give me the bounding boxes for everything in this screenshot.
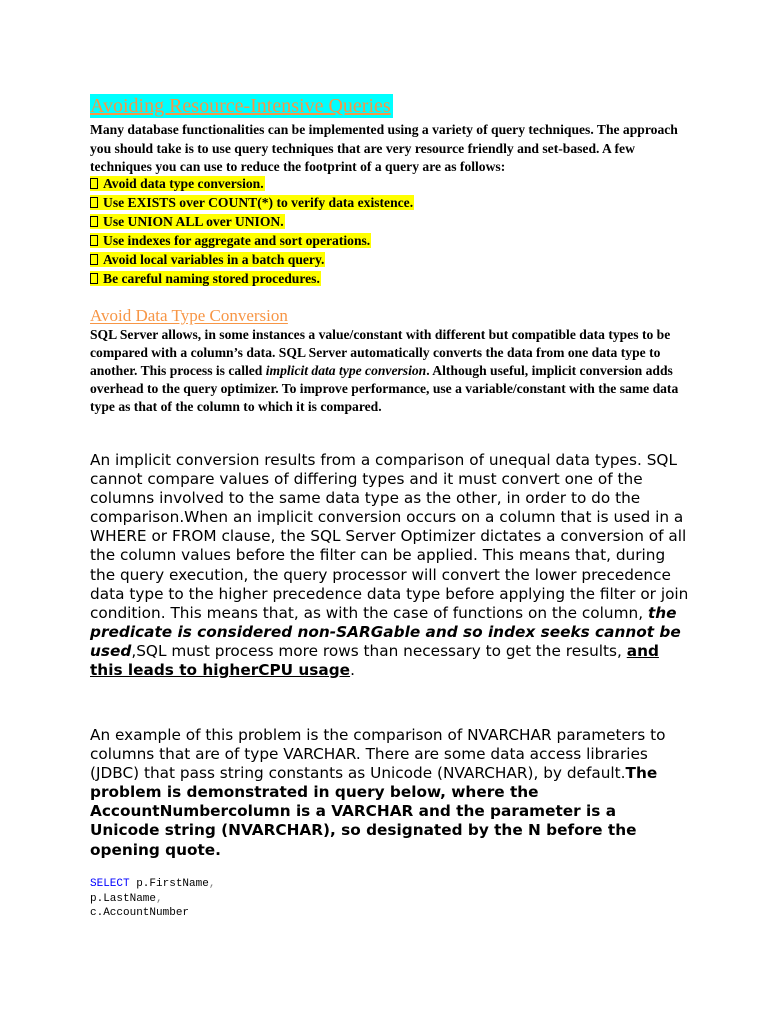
list-item-label: Avoid data type conversion. [103,176,264,191]
checkbox-glyph-icon [90,273,98,284]
body-text: An example of this problem is the comparison of NVARCHAR parameters to columns that are of type VARCHAR. There are some data access libraries (JDBC) that pass string constants as Unicode (NVARCHAR), by default. [90,726,666,783]
code-text: p.FirstName [129,878,209,890]
list-item-label: Use UNION ALL over UNION. [103,214,284,229]
code-punct: , [208,878,216,890]
section-text: SQL Server allows, in some instances a value/constant with different but compatible data types to be compared with a column’s data. SQL Server automatically converts the data from one data type to another. This process is called [90,327,671,379]
body-paragraph-2 [90,726,690,860]
technique-list [90,175,690,289]
section-italic-term: implicit data type conversion [265,363,427,379]
list-item-label: Avoid local variables in a batch query. [103,252,325,267]
checkbox-glyph-icon [90,254,98,265]
list-item-label: Be careful naming stored procedures. [103,271,320,286]
list-item-label: Use indexes for aggregate and sort operations. [103,233,371,248]
body-emphasis: the predicate is considered non-SARGable and so index seeks cannot be used [90,603,681,660]
checkbox-glyph-icon [90,235,98,246]
code-text: p.LastName [90,892,157,905]
code-block [90,877,215,921]
list-item [90,232,690,251]
intro-paragraph: Many database functionalities can be implemented using a variety of query techniques. The approach you should take is to use query techniques that are very resource friendly and set-based. A few techniques you can use to reduce the footprint of a query are as follows: [90,122,678,175]
body-bold: The problem is demonstrated in query below, where the AccountNumbercolumn is a VARCHAR and the parameter is a Unicode string (NVARCHAR), so designated by the N before the opening quote. [90,764,658,859]
code-punct: , [156,892,163,905]
list-item [90,270,690,289]
checkbox-glyph-icon [90,197,98,208]
list-item [90,251,690,270]
list-item [90,194,690,213]
page-title: Avoiding Resource-Intensive Queries [90,95,391,117]
list-item-label: Use EXISTS over COUNT(*) to verify data existence. [103,195,414,210]
body-text: ,SQL must process more rows than necessary to get the results, [131,641,627,660]
list-item [90,175,690,194]
section-text: . Although useful, implicit conversion adds overhead to the query optimizer. To improve performance, use a variable/constant with the same data type as that of the column to which it is compared. [90,363,679,415]
sql-keyword: SELECT [90,878,130,890]
section-paragraph [90,326,680,416]
code-text: c.AccountNumber [90,907,190,919]
body-paragraph-1 [90,451,690,680]
body-underlined: and this leads to higherCPU usage [90,641,659,680]
body-text: An implicit conversion results from a comparison of unequal data types. SQL cannot compare values of differing types and it must convert one of the columns involved to the same data type as the other, in order to do the comparison.When an implicit conversion occurs on a column that is used in a WHERE or FROM clause, the SQL Server Optimizer dictates a conversion of all the column values before the filter can be applied. This means that, during the query execution, the query processor will convert the lower precedence data type to the higher precedence data type before applying the filter or join condition. This means that, as with the case of functions on the column, [90,451,689,622]
list-item [90,213,690,232]
checkbox-glyph-icon [90,178,98,189]
heading-wrap [90,94,393,118]
checkbox-glyph-icon [90,216,98,227]
section-heading: Avoid Data Type Conversion [90,306,288,325]
body-text: . [350,661,355,680]
